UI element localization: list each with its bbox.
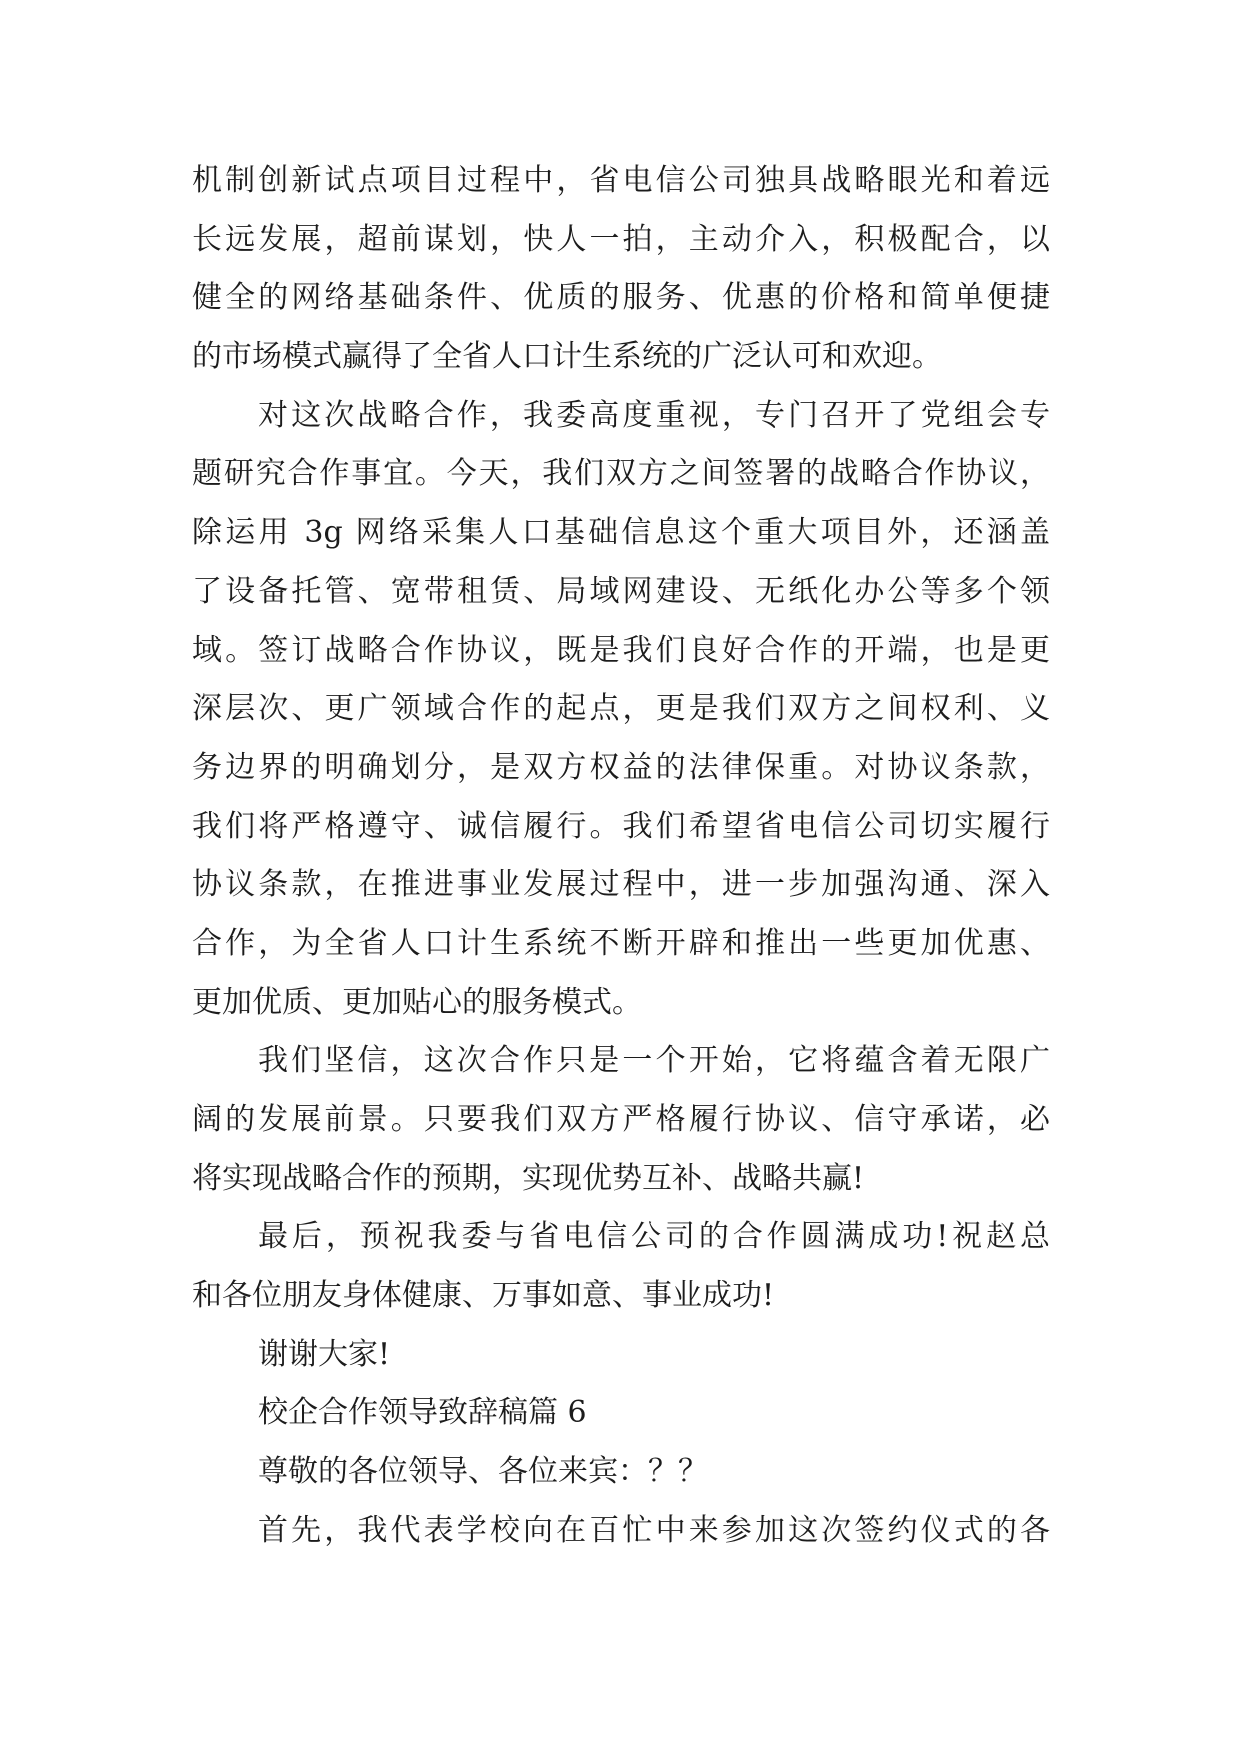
text-line: 的市场模式赢得了全省人口计生系统的广泛认可和欢迎。 [192, 339, 942, 375]
text-line: 除运用 3g 网络采集人口基础信息这个重大项目外，还涵盖 [192, 515, 1050, 551]
text-line: 首先，我代表学校向在百忙中来参加这次签约仪式的各 [258, 1512, 1050, 1548]
text-line: 健全的网络基础条件、优质的服务、优惠的价格和简单便捷 [192, 280, 1050, 316]
paragraph [192, 152, 1050, 387]
text-line: 合作，为全省人口计生系统不断开辟和推出一些更加优惠、 [192, 925, 1050, 961]
text-line: 我们坚信，这次合作只是一个开始，它将蕴含着无限广 [258, 1043, 1050, 1079]
document-body [192, 152, 1050, 1561]
text-line: 校企合作领导致辞稿篇 6 [258, 1395, 587, 1431]
paragraph [192, 1032, 1050, 1208]
text-line: 机制创新试点项目过程中，省电信公司独具战略眼光和着远 [192, 163, 1050, 198]
paragraph [192, 1443, 1050, 1502]
text-line: 尊敬的各位领导、各位来宾：？？ [258, 1454, 708, 1490]
text-line: 谢谢大家! [258, 1336, 391, 1372]
text-line: 长远发展，超前谋划，快人一拍，主动介入，积极配合，以 [192, 221, 1050, 257]
section-heading [192, 1384, 1050, 1443]
text-line: 了设备托管、宽带租赁、局域网建设、无纸化办公等多个领 [192, 573, 1050, 609]
text-line: 题研究合作事宜。今天，我们双方之间签署的战略合作协议， [192, 456, 1050, 492]
text-line: 和各位朋友身体健康、万事如意、事业成功! [192, 1278, 775, 1314]
paragraph [192, 1208, 1050, 1325]
text-line: 深层次、更广领域合作的起点，更是我们双方之间权利、义 [192, 691, 1050, 727]
paragraph [192, 1502, 1050, 1561]
text-line: 协议条款，在推进事业发展过程中，进一步加强沟通、深入 [192, 867, 1050, 903]
text-line: 务边界的明确划分，是双方权益的法律保重。对协议条款， [192, 749, 1050, 785]
text-line: 将实现战略合作的预期，实现优势互补、战略共赢! [192, 1160, 865, 1196]
text-line: 对这次战略合作，我委高度重视，专门召开了党组会专 [258, 397, 1050, 433]
paragraph [192, 387, 1050, 1033]
text-line: 阔的发展前景。只要我们双方严格履行协议、信守承诺，必 [192, 1102, 1050, 1137]
text-line: 最后，预祝我委与省电信公司的合作圆满成功!祝赵总 [258, 1219, 1050, 1255]
text-line: 我们将严格遵守、诚信履行。我们希望省电信公司切实履行 [192, 808, 1050, 844]
text-line: 更加优质、更加贴心的服务模式。 [192, 984, 642, 1020]
paragraph [192, 1326, 1050, 1385]
text-line: 域。签订战略合作协议，既是我们良好合作的开端，也是更 [192, 632, 1050, 668]
